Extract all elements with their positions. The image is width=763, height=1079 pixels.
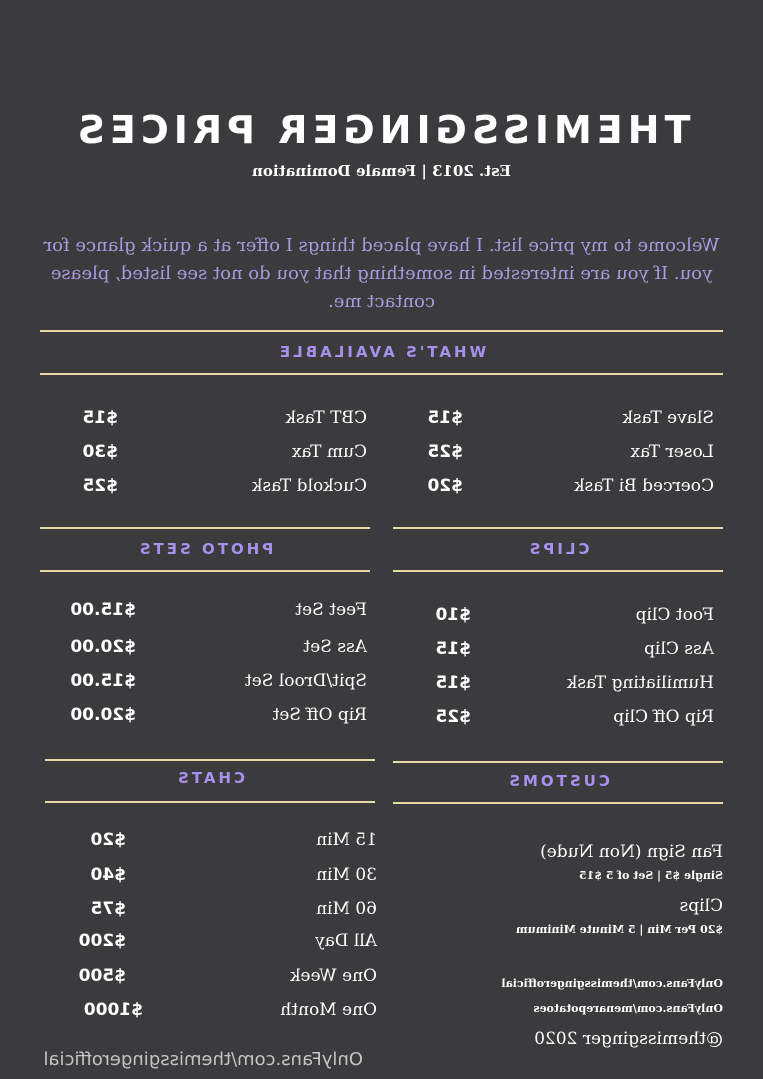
list-item-price: $10	[435, 605, 471, 625]
list-item-label: Loser Tax	[630, 442, 714, 462]
divider	[40, 527, 370, 529]
section-heading-customs: CUSTOMS	[506, 772, 610, 790]
list-item-price: $15	[82, 408, 118, 428]
section-heading-clips: CLIPS	[526, 540, 590, 558]
list-item-price: $20.00	[70, 637, 136, 657]
onlyfans-link: OnlyFans.com/menarepotatoes	[533, 1002, 723, 1015]
page-subtitle: Est. 2013 | Female Domination	[251, 162, 512, 180]
list-item-price: $30	[82, 442, 118, 462]
list-item-price: $20	[90, 830, 126, 850]
list-item-label: One Month	[280, 1000, 377, 1020]
list-item-label: Humiliating Task	[566, 673, 714, 693]
list-item-price: $15.00	[70, 671, 136, 691]
list-item-label: Slave Task	[622, 408, 714, 428]
list-item-price: $20.00	[70, 705, 136, 725]
list-item-label: 30 Min	[316, 865, 377, 885]
list-item-price: $20	[427, 476, 463, 496]
list-item-label: 60 Min	[316, 899, 377, 919]
list-item-price: $1000	[83, 1000, 143, 1020]
list-item-label: One Week	[290, 966, 377, 986]
list-item-price: $15	[435, 639, 471, 659]
list-item-price: $25	[435, 707, 471, 727]
divider	[393, 802, 723, 804]
list-item-label: Ass Clip	[644, 639, 714, 659]
divider	[45, 759, 375, 761]
list-item-label: Spit/Drool Set	[244, 671, 367, 691]
list-item-price: $15	[427, 408, 463, 428]
section-heading-photo-sets: PHOTO SETS	[136, 540, 274, 558]
divider	[40, 570, 370, 572]
divider	[45, 801, 375, 803]
divider	[40, 373, 723, 375]
list-item-label: Rip Off Set	[272, 705, 367, 725]
list-item-label: Coerced Bi Task	[574, 476, 714, 496]
custom-clips-price: $20 Per Min | 5 Minute Minimum	[516, 923, 723, 936]
list-item-price: $40	[90, 865, 126, 885]
list-item-label: 15 Min	[316, 830, 377, 850]
list-item-label: Foot Clip	[635, 605, 714, 625]
list-item-label: Cuckold Task	[252, 476, 367, 496]
list-item-label: Ass Set	[303, 637, 367, 657]
list-item-price: $75	[90, 899, 126, 919]
list-item-label: Feet Set	[295, 600, 367, 620]
custom-clips: Clips	[679, 896, 723, 916]
section-heading-available: WHAT'S AVAILABLE	[276, 343, 487, 361]
custom-fan-sign-price: Single $5 | Set of 5 $15	[579, 869, 723, 882]
list-item-price: $25	[427, 442, 463, 462]
copyright: @themissginger 2020	[534, 1029, 723, 1049]
divider	[393, 527, 723, 529]
list-item-label: All Day	[315, 931, 377, 951]
list-item-price: $500	[78, 966, 126, 986]
list-item-price: $25	[82, 476, 118, 496]
section-heading-chats: CHATS	[174, 769, 246, 787]
watermark-footer: OnlyFans.com/themissgingerofficial	[43, 1049, 363, 1070]
list-item-label: CBT Task	[285, 408, 367, 428]
list-item-label: Cum Tax	[291, 442, 367, 462]
list-item-price: $15.00	[70, 600, 136, 620]
page-title: THEMISSGINGER PRICES	[72, 108, 691, 152]
list-item-label: Rip Off Clip	[613, 707, 714, 727]
divider	[393, 761, 723, 763]
divider	[393, 570, 723, 572]
onlyfans-link: OnlyFans.com/themissgingerofficial	[501, 977, 723, 990]
custom-fan-sign: Fan Sign (Non Nude)	[540, 842, 723, 862]
list-item-price: $200	[78, 931, 126, 951]
divider	[40, 330, 723, 332]
welcome-text: Welcome to my price list. I have placed things I offer at a quick glance for you. If you are interested in something that you do not see listed, please contact me.	[43, 235, 720, 312]
list-item-price: $15	[435, 673, 471, 693]
